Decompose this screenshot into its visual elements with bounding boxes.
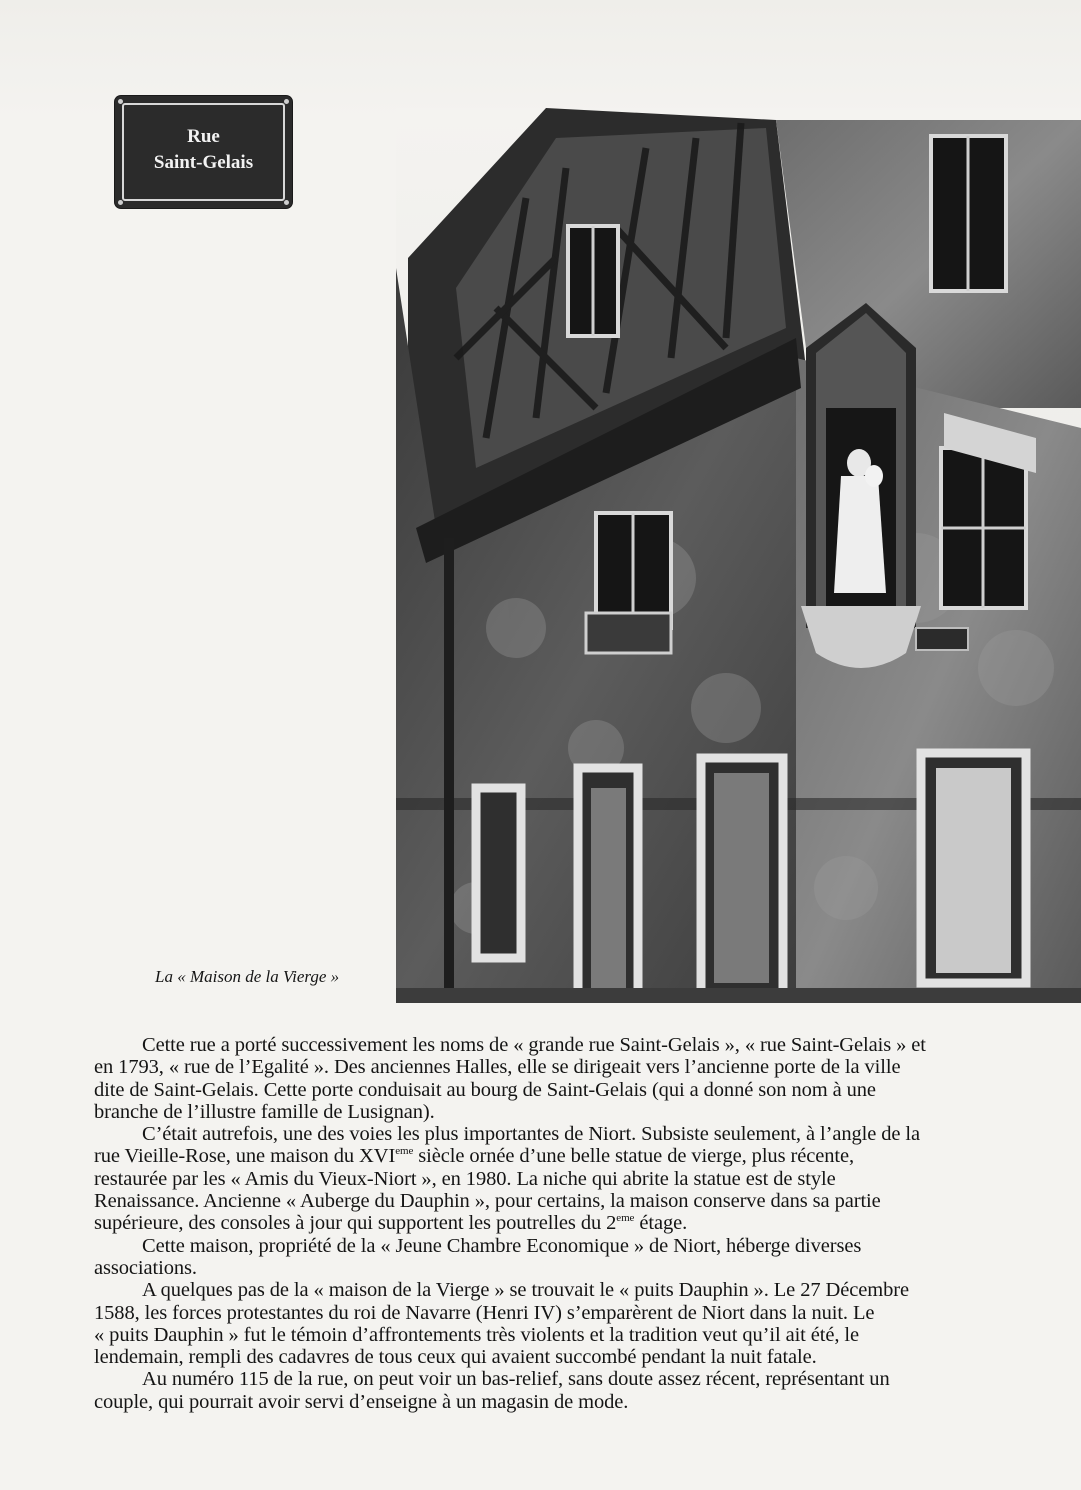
photo-caption: La « Maison de la Vierge » bbox=[155, 967, 340, 986]
text-span: siècle ornée d’une belle statue de vierge, plus récente, bbox=[413, 1145, 854, 1168]
superscript: eme bbox=[395, 1145, 414, 1158]
text-line: couple, qui pourrait avoir servi d’enseigne à un magasin de mode. bbox=[94, 1390, 629, 1413]
text-line: C’était autrefois, une des voies les plus importantes de Niort. Subsiste seulement, à l’angle de la bbox=[142, 1123, 921, 1146]
street-sign-line-2: Saint-Gelais bbox=[153, 152, 254, 173]
maison-de-la-vierge-image bbox=[396, 108, 1081, 1003]
text-line: branche de l’illustre famille de Lusignan). bbox=[94, 1100, 435, 1123]
text-line: dite de Saint-Gelais. Cette porte conduisait au bourg de Saint-Gelais (qui a donné son nom à une bbox=[94, 1078, 876, 1101]
street-sign bbox=[115, 96, 292, 208]
rivet-icon bbox=[118, 200, 123, 205]
text-line: Cette rue a porté successivement les noms de « grande rue Saint-Gelais », « rue Saint-Gelais » et bbox=[142, 1034, 926, 1056]
text-line bbox=[94, 1145, 1081, 1167]
text-line: « puits Dauphin » fut le témoin d’affrontements très violents et la tradition veut qu’il ait été, le bbox=[94, 1323, 860, 1346]
superscript: eme bbox=[616, 1212, 635, 1225]
text-line: Renaissance. Ancienne « Auberge du Dauphin », pour certains, la maison conserve dans sa partie bbox=[94, 1190, 881, 1213]
rivet-icon bbox=[118, 99, 123, 104]
text-line: A quelques pas de la « maison de la Vierge » se trouvait le « puits Dauphin ». Le 27 Décembre bbox=[142, 1279, 909, 1302]
house-photograph bbox=[396, 108, 1081, 1003]
text-line bbox=[94, 1212, 1081, 1234]
text-span: étage. bbox=[634, 1212, 688, 1235]
street-sign-line-1: Rue bbox=[187, 126, 220, 147]
text-line: 1588, les forces protestantes du roi de Navarre (Henri IV) s’emparèrent de Niort dans la nuit. Le bbox=[94, 1301, 875, 1324]
text-line: en 1793, « rue de l’Egalité ». Des anciennes Halles, elle se dirigeait vers l’ancienne porte de la ville bbox=[94, 1056, 901, 1079]
text-line: associations. bbox=[94, 1256, 197, 1279]
text-line: Cette maison, propriété de la « Jeune Chambre Economique » de Niort, héberge diverses bbox=[142, 1234, 862, 1257]
text-line: lendemain, rempli des cadavres de tous ceux qui avaient succombé pendant la nuit fatale. bbox=[94, 1346, 817, 1369]
text-line: Au numéro 115 de la rue, on peut voir un bas-relief, sans doute assez récent, représentant un bbox=[142, 1368, 890, 1391]
text-line: restaurée par les « Amis du Vieux-Niort », en 1980. La niche qui abrite la statue est de style bbox=[94, 1167, 836, 1190]
rivet-icon bbox=[284, 99, 289, 104]
rivet-icon bbox=[284, 200, 289, 205]
text-span: supérieure, des consoles à jour qui supportent les poutrelles du 2 bbox=[94, 1212, 617, 1235]
text-span: rue Vieille-Rose, une maison du XVI bbox=[94, 1145, 396, 1168]
article-body bbox=[94, 1034, 1081, 1413]
